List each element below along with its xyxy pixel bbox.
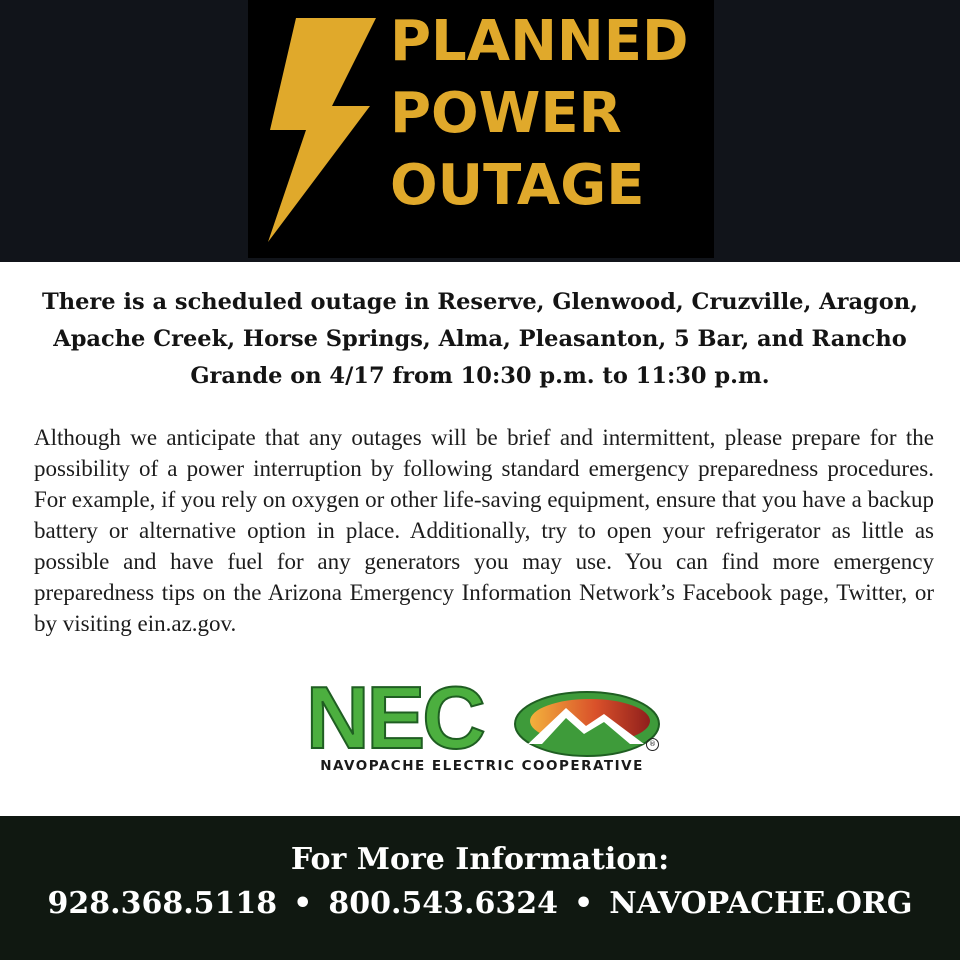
outage-headline: There is a scheduled outage in Reserve, Glenwood, Cruzville, Aragon, Apache Creek, Horse Springs, Alma, Pleasanton, 5 Bar, and Rancho Grande on 4/17 from 10:30 p.m. to 11:30 p.m. xyxy=(42,289,918,389)
outage-details: Although we anticipate that any outages will be brief and intermittent, please prepare for the possibility of a power interruption by following standard emergency preparedness procedures. For example, if you rely on oxygen or other life-saving equipment, ensure that you have a backup battery or alternative option in place. Additionally, try to open your refrigerator as little as possible and have fuel for any generators you may use. You can find more emergency preparedness tips on the Arizona Emergency Information Network’s Facebook page, Twitter, or by visiting ein.az.gov. xyxy=(34,425,934,636)
registered-mark: ® xyxy=(646,738,659,751)
phone-number-primary[interactable]: 928.368.5118 xyxy=(47,886,278,921)
banner-title-line: OUTAGE xyxy=(390,153,645,218)
logo-letters: NEC xyxy=(306,668,483,767)
nec-logo xyxy=(300,668,670,782)
website-link[interactable]: NAVOPACHE.ORG xyxy=(609,886,913,921)
lightning-bolt-icon xyxy=(258,14,378,244)
bullet-separator: • xyxy=(293,886,313,921)
bullet-separator: • xyxy=(574,886,594,921)
banner-title xyxy=(390,6,689,222)
mountain-sun-icon xyxy=(512,688,662,760)
footer-title: For More Information: xyxy=(290,842,670,877)
footer-band xyxy=(0,816,960,960)
outage-banner xyxy=(248,0,714,258)
contact-row xyxy=(0,882,960,926)
banner-title-line: POWER xyxy=(390,81,622,146)
logo-company-name: NAVOPACHE ELECTRIC COOPERATIVE xyxy=(320,758,644,774)
banner-title-line: PLANNED xyxy=(390,9,689,74)
phone-number-tollfree[interactable]: 800.543.6324 xyxy=(328,886,558,921)
header-band xyxy=(0,0,960,262)
